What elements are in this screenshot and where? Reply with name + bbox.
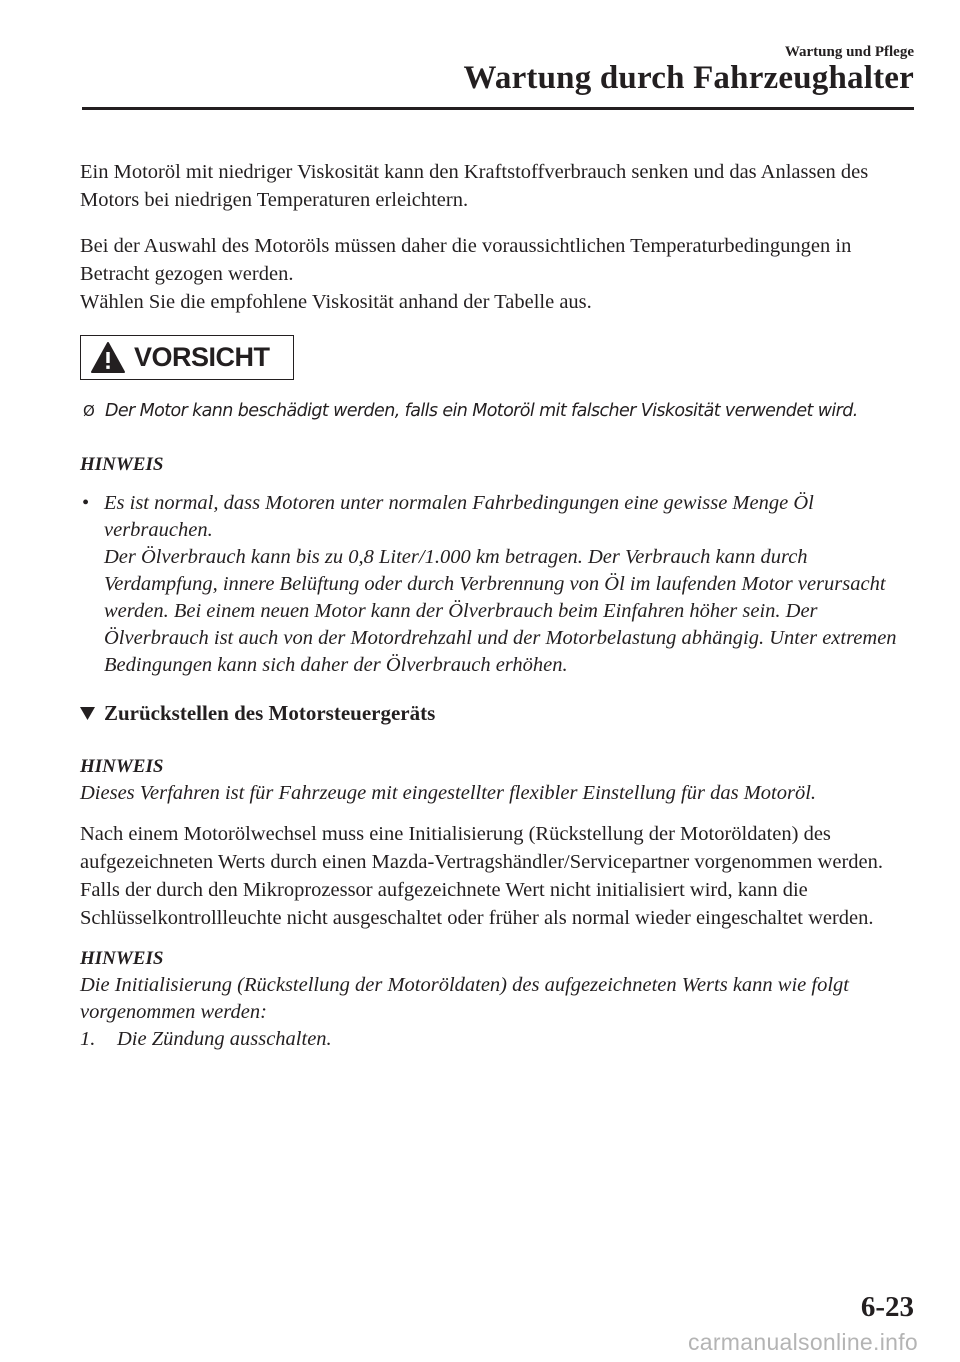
body-paragraph: Nach einem Motorölwechsel muss eine Initialisierung (Rückstellung der Motoröldaten) des aufgezeichneten Werts durch einen Mazda-Vertragshändler/Servicepartner vorgenommen werden. Falls der durch den Mikroprozessor aufgezeichnete Wert nicht initialisiert wird, kann die Schlüsselkontrollleuchte nicht ausgeschaltet oder früher als normal wieder eingeschaltet werden. — [80, 823, 884, 929]
note-heading-3: HINWEIS — [80, 948, 164, 969]
intro-paragraph-1: Ein Motoröl mit niedriger Viskosität kann den Kraftstoffverbrauch senken und das Anlassen des Motors bei niedrigen Temperaturen erleichtern. — [80, 161, 869, 211]
running-header-section: Wartung und Pflege — [784, 44, 914, 60]
intro-paragraph-3: Wählen Sie die empfohlene Viskosität anhand der Tabelle aus. — [80, 291, 592, 313]
header-divider — [82, 107, 914, 110]
intro-paragraph-2: Bei der Auswahl des Motoröls müssen daher die voraussichtlichen Temperaturbedingungen in Betracht gezogen werden. — [80, 235, 852, 285]
arrow-bullet-icon: Ø — [83, 402, 95, 420]
caution-text: Der Motor kann beschädigt werden, falls ein Motoröl mit falscher Viskosität verwendet wird. — [105, 401, 858, 421]
warning-triangle-icon — [90, 341, 126, 374]
step-item — [80, 1026, 916, 1053]
note-heading-1: HINWEIS — [80, 454, 164, 475]
down-triangle-icon — [80, 707, 95, 720]
section-heading-text: Zurückstellen des Motorsteuergeräts — [104, 701, 436, 725]
section-heading — [80, 699, 916, 727]
watermark: carmanualsonline.info — [687, 1329, 918, 1355]
step-number: 1. — [80, 1028, 96, 1050]
step-text: Die Zündung ausschalten. — [117, 1028, 332, 1050]
caution-label: VORSICHT — [134, 342, 270, 372]
note-text-1: Es ist normal, dass Motoren unter normalen Fahrbedingungen eine gewisse Menge Öl verbrauchen. — [104, 492, 814, 541]
note-item — [80, 490, 916, 679]
running-header-title: Wartung durch Fahrzeughalter — [463, 60, 914, 96]
caution-item — [80, 398, 916, 425]
page-content — [80, 158, 916, 1053]
note-heading-2: HINWEIS — [80, 756, 164, 777]
note-text: Die Initialisierung (Rückstellung der Motoröldaten) des aufgezeichneten Werts kann wie folgt vorgenommen werden: — [80, 974, 849, 1023]
bullet-icon: • — [82, 492, 90, 514]
caution-box — [80, 335, 294, 380]
page-number: 6-23 — [860, 1291, 914, 1323]
note-text: Dieses Verfahren ist für Fahrzeuge mit eingestellter flexibler Einstellung für das Motoröl. — [80, 782, 817, 804]
note-text-2: Der Ölverbrauch kann bis zu 0,8 Liter/1.000 km betragen. Der Verbrauch kann durch Verdampfung, innere Belüftung oder durch Verbrennung von Öl im laufenden Motor verursacht werden. Bei einem neuen Motor kann der Ölverbrauch beim Einfahren höher sein. Der Ölverbrauch ist auch von der Motordrehzahl und der Motorbelastung abhängig. Unter extremen Bedingungen kann sich daher der Ölverbrauch erhöhen. — [104, 546, 897, 676]
